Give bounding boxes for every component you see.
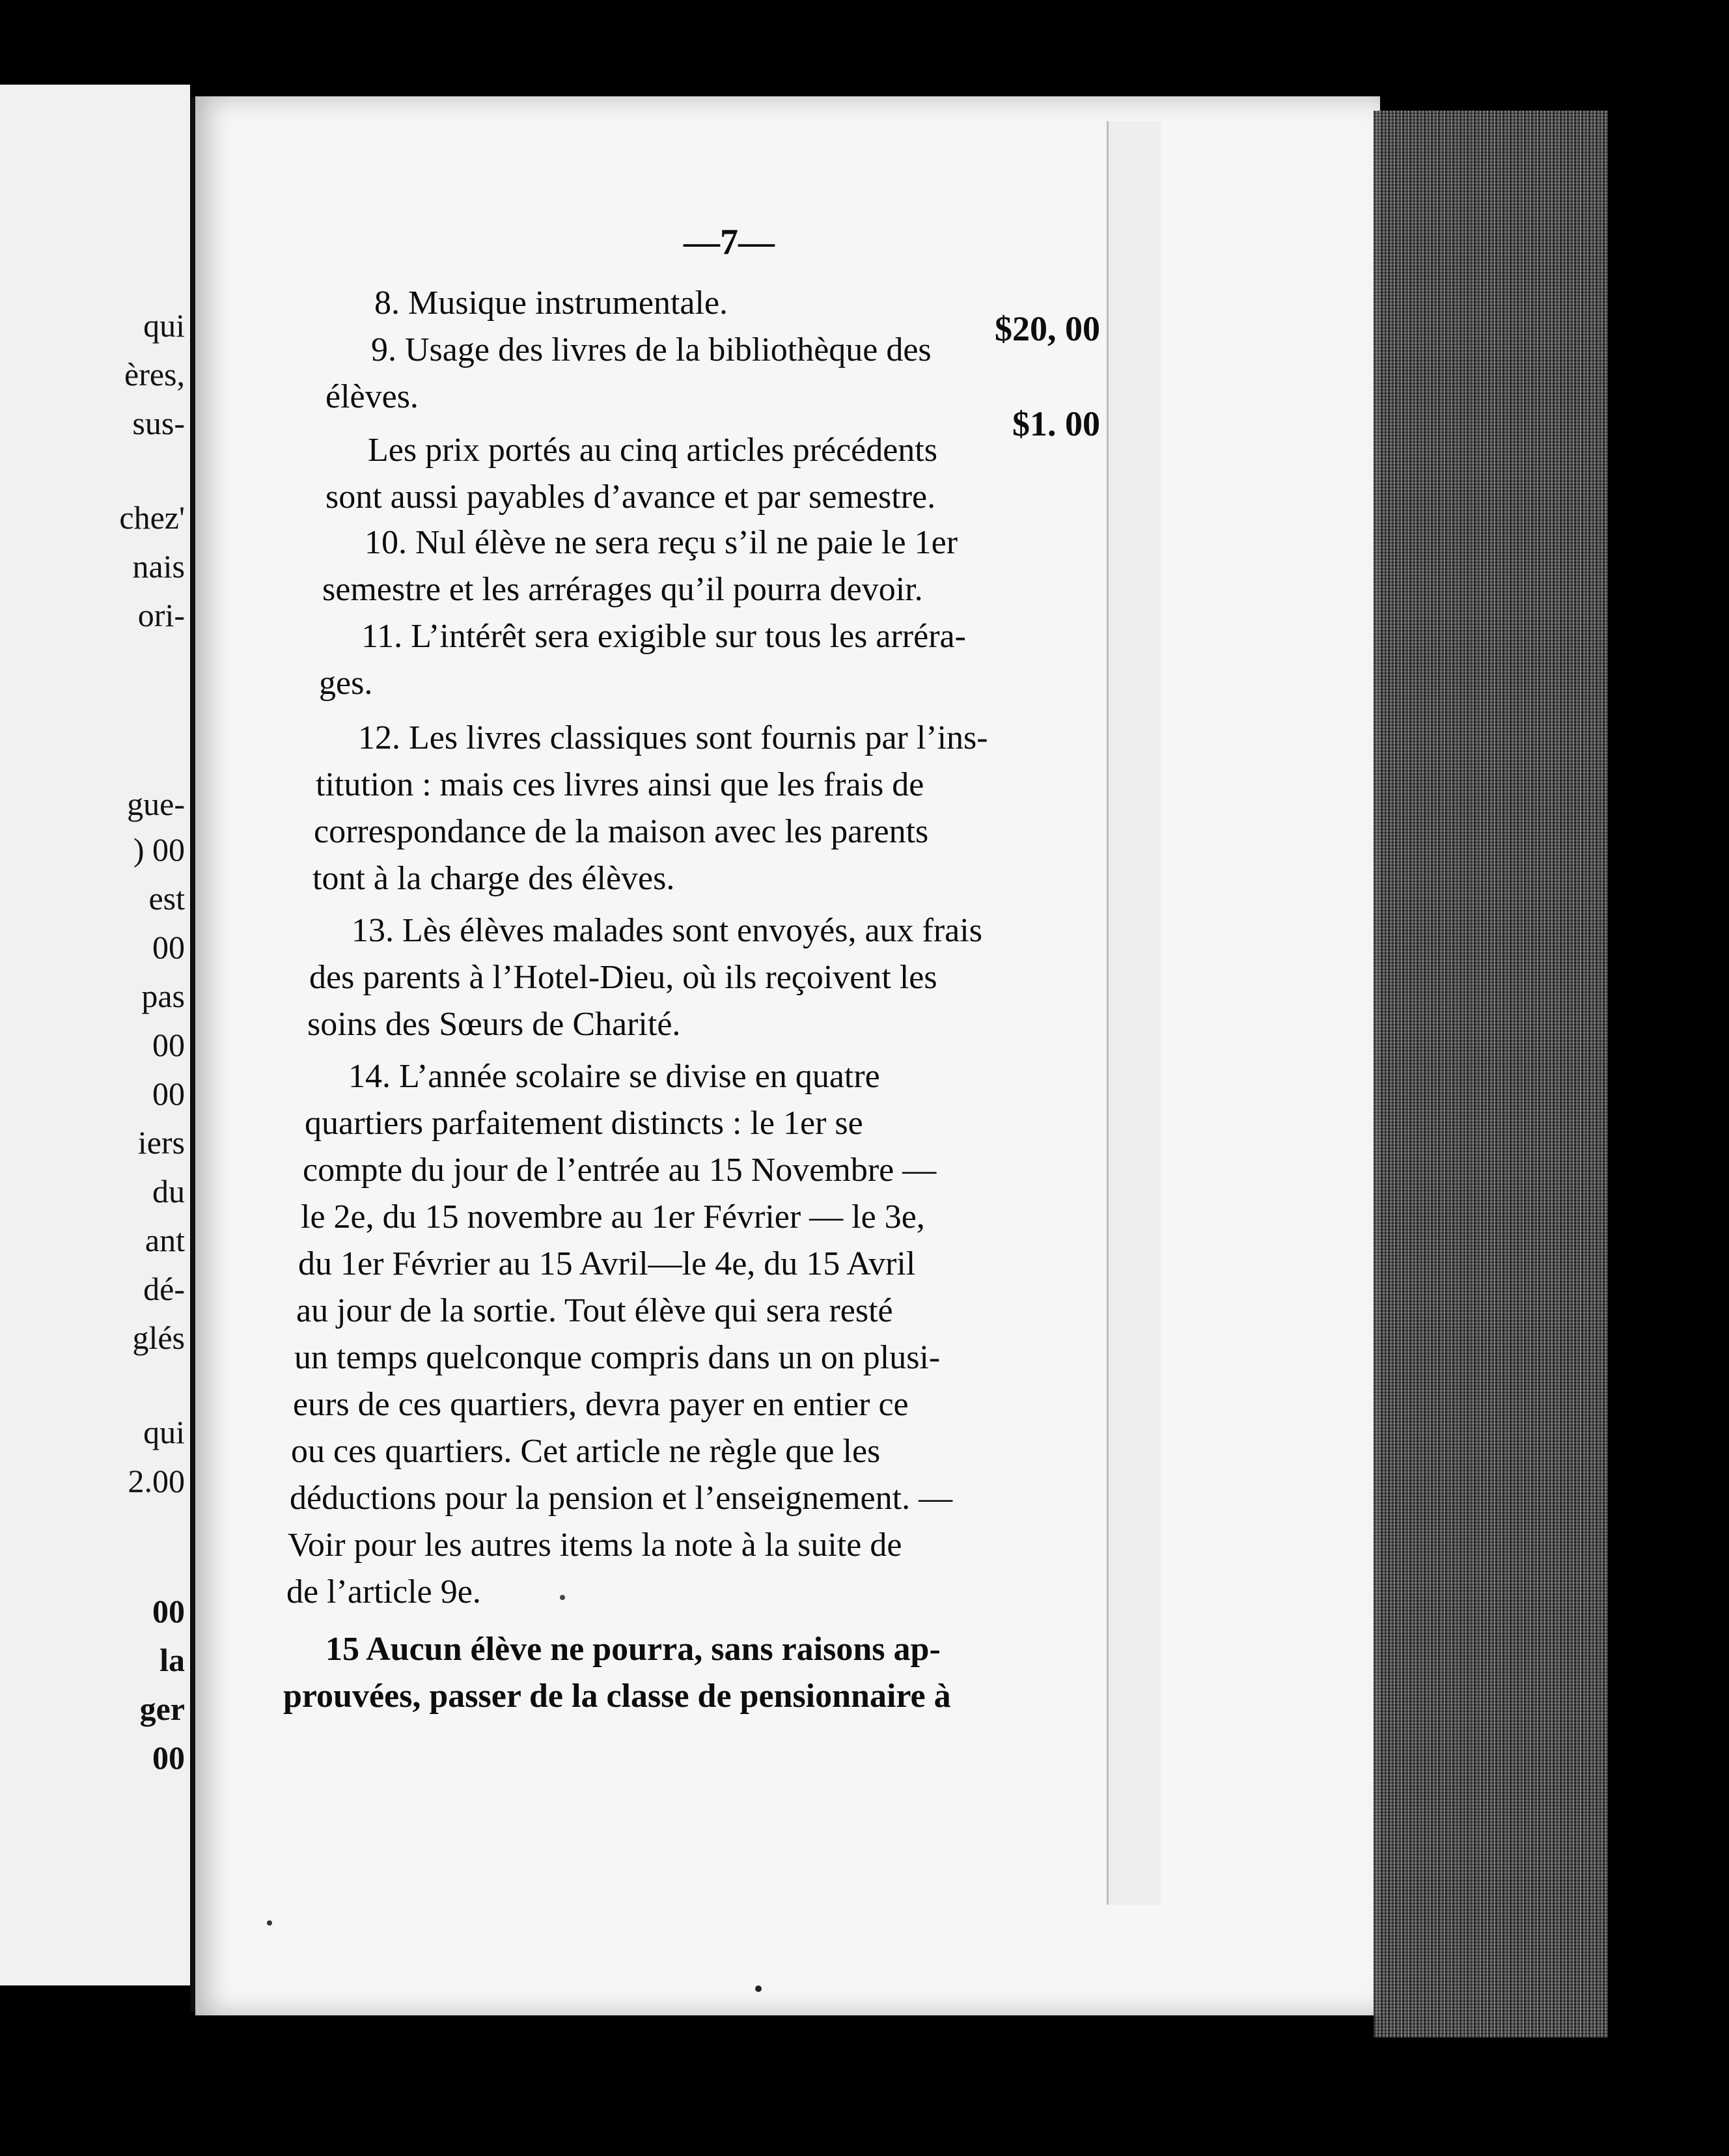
left-fragment: ger <box>139 1691 185 1727</box>
left-fragment: qui <box>143 307 185 344</box>
left-fragment: dé- <box>143 1271 185 1307</box>
left-fragment: glés <box>132 1320 185 1356</box>
paragraph-line: compte du jour de l’entrée au 15 Novembre — <box>303 1152 937 1189</box>
left-fragment: du <box>152 1173 185 1209</box>
left-fragment: 00 <box>152 1593 185 1629</box>
item-9-continuation: élèves. <box>325 378 419 415</box>
paragraph-line: ou ces quartiers. Cet article ne règle que les <box>291 1433 881 1470</box>
left-fragment: 00 <box>152 1027 185 1063</box>
left-fragment: 00 <box>152 929 185 965</box>
paragraph-line: 15 Aucun élève ne pourra, sans raisons ap- <box>325 1631 941 1668</box>
item-9-label: 9. Usage des livres de la bibliothèque des <box>371 331 932 368</box>
left-fragment: ères, <box>124 356 185 393</box>
scan-speck <box>755 1985 762 1992</box>
left-fragment: sus- <box>132 405 185 441</box>
paragraph-line: de l’article 9e. <box>286 1573 481 1610</box>
paragraph-line: 11. L’intérêt sera exigible sur tous les arréra- <box>361 618 966 655</box>
paragraph-line: au jour de la sortie. Tout élève qui sera resté <box>296 1292 893 1329</box>
paragraph-line: Voir pour les autres items la note à la suite de <box>288 1527 902 1564</box>
left-fragment: la <box>159 1642 185 1678</box>
paragraph-line: 12. Les livres classiques sont fournis par l’ins- <box>358 719 988 756</box>
paragraph-line: sont aussi payables d’avance et par semestre. <box>325 478 936 516</box>
left-fragment: 00 <box>152 1739 185 1776</box>
paragraph-line: tont à la charge des élèves. <box>312 860 675 897</box>
paragraph-line: correspondance de la maison avec les parents <box>314 813 929 850</box>
paragraph-line: quartiers parfaitement distincts : le 1er se <box>305 1105 863 1142</box>
left-fragment: iers <box>137 1124 185 1161</box>
paragraph-line: Les prix portés au cinq articles précédents <box>368 432 937 469</box>
item-9-price: $1. 00 <box>1012 404 1100 443</box>
paragraph-line: du 1er Février au 15 Avril—le 4e, du 15 Avril <box>298 1245 916 1282</box>
paragraph-line: 14. L’année scolaire se divise en quatre <box>348 1058 880 1095</box>
paragraph-line: ges. <box>319 665 373 702</box>
scan-speck <box>267 1920 272 1926</box>
left-fragment: chez' <box>119 499 185 536</box>
left-fragment: 00 <box>152 1075 185 1112</box>
left-fragment: pas <box>141 978 185 1014</box>
paragraph-line: 10. Nul élève ne sera reçu s’il ne paie le 1er <box>365 524 958 561</box>
paragraph-line: prouvées, passer de la classe de pensionnaire à <box>283 1678 951 1715</box>
paragraph-line: des parents à l’Hotel-Dieu, où ils reçoivent les <box>309 959 937 996</box>
scan-speck <box>560 1595 565 1600</box>
item-8-price: $20, 00 <box>995 309 1100 348</box>
left-fragment: nais <box>132 548 185 585</box>
left-fragment: gue- <box>127 786 185 822</box>
left-fragment: ) 00 <box>133 831 185 868</box>
paragraph-line: 13. Lès élèves malades sont envoyés, aux frais <box>352 912 982 949</box>
paragraph-line: le 2e, du 15 novembre au 1er Février — le 3e, <box>301 1198 925 1236</box>
left-fragment: ant <box>145 1222 185 1258</box>
page-number: —7— <box>684 222 775 262</box>
left-fragment: qui <box>143 1414 185 1450</box>
paragraph-line: titution : mais ces livres ainsi que les frais de <box>316 766 924 803</box>
left-fragment: 2.00 <box>128 1463 185 1499</box>
paragraph-line: déductions pour la pension et l’enseignement. — <box>290 1480 953 1517</box>
paragraph-line: eurs de ces quartiers, devra payer en entier ce <box>293 1386 909 1423</box>
paragraph-line: un temps quelconque compris dans un on plusi- <box>294 1339 941 1376</box>
paragraph-line: soins des Sœurs de Charité. <box>307 1006 681 1043</box>
item-8-label: 8. Musique instrumentale. <box>374 284 728 322</box>
left-fragment: est <box>148 880 185 917</box>
left-fragment: ori- <box>137 597 185 633</box>
paragraph-line: semestre et les arrérages qu’il pourra devoir. <box>322 571 923 608</box>
